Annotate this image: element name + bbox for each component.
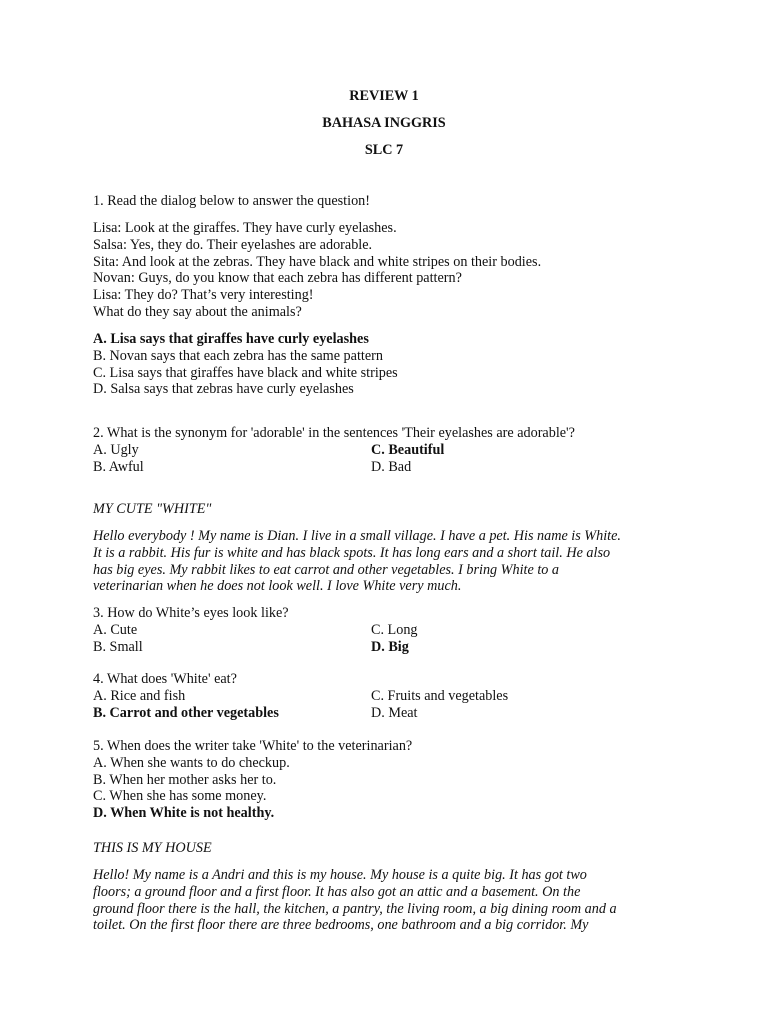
option-b-correct: B. Carrot and other vegetables — [93, 704, 279, 721]
dialog-line: Salsa: Yes, they do. Their eyelashes are adorable. — [93, 236, 373, 253]
passage-title: MY CUTE "WHITE" — [93, 501, 212, 517]
option-d-correct: D. Big — [371, 638, 409, 655]
option-c-correct: C. Beautiful — [371, 441, 445, 458]
question-5-prompt: 5. When does the writer take 'White' to the veterinarian? — [93, 738, 413, 754]
question-2 — [93, 425, 683, 475]
question-1-prompt: 1. Read the dialog below to answer the question! — [93, 193, 370, 209]
dialog-line: Lisa: Look at the giraffes. They have curly eyelashes. — [93, 220, 397, 236]
option-b: B. Small — [93, 638, 143, 655]
question-1 — [93, 193, 683, 210]
document-class: SLC 7 — [364, 142, 404, 158]
dialog-line: Novan: Guys, do you know that each zebra has different pattern? — [93, 270, 462, 287]
question-2-options-row-2 — [93, 459, 683, 476]
dialog-line: Sita: And look at the zebras. They have black and white stripes on their bodies. — [93, 253, 542, 270]
question-3 — [93, 605, 683, 655]
passage-line: Hello! My name is a Andri and this is my house. My house is a quite big. It has got two — [93, 867, 587, 883]
passage-2-body — [93, 867, 683, 934]
passage-line: toilet. On the first floor there are three bedrooms, one bathroom and a big corridor. My — [93, 917, 589, 934]
passage-line: has big eyes. My rabbit likes to eat carrot and other vegetables. I bring White to a — [93, 561, 559, 578]
passage-line: floors; a ground floor and a first floor. It has also got an attic and a basement. On the — [93, 883, 581, 900]
question-4-options-row-2 — [93, 705, 683, 722]
option-b: B. Awful — [93, 458, 144, 475]
passage-1-title — [93, 501, 683, 518]
passage-line: Hello everybody ! My name is Dian. I live in a small village. I have a pet. His name is White. — [93, 528, 621, 544]
option-d-correct: D. When White is not healthy. — [93, 805, 275, 822]
question-2-prompt: 2. What is the synonym for 'adorable' in the sentences 'Their eyelashes are adorable'? — [93, 425, 575, 441]
option-a-correct: A. Lisa says that giraffes have curly eyelashes — [93, 331, 369, 347]
question-4-prompt: 4. What does 'White' eat? — [93, 671, 237, 687]
question-3-prompt: 3. How do White’s eyes look like? — [93, 605, 289, 621]
document-title: REVIEW 1 — [349, 88, 419, 104]
passage-title: THIS IS MY HOUSE — [93, 840, 212, 856]
option-a: A. Ugly — [93, 441, 139, 458]
option-b: B. When her mother asks her to. — [93, 771, 277, 788]
question-4 — [93, 671, 683, 721]
option-b: B. Novan says that each zebra has the same pattern — [93, 347, 383, 364]
document-subject: BAHASA INGGRIS — [322, 115, 446, 131]
question-1-dialog — [93, 220, 683, 321]
question-2-options-row-1 — [93, 442, 683, 459]
passage-1-body — [93, 528, 683, 595]
dialog-question: What do they say about the animals? — [93, 303, 302, 320]
dialog-line: Lisa: They do? That’s very interesting! — [93, 287, 314, 304]
question-3-options-row-2 — [93, 639, 683, 656]
question-5 — [93, 738, 683, 822]
option-c: C. Long — [371, 621, 418, 638]
question-4-options-row-1 — [93, 688, 683, 705]
option-a: A. Cute — [93, 621, 138, 638]
question-3-options-row-1 — [93, 622, 683, 639]
passage-line: veterinarian when he does not look well. I love White very much. — [93, 578, 462, 595]
option-a: A. When she wants to do checkup. — [93, 754, 290, 771]
passage-line: It is a rabbit. His fur is white and has black spots. It has long ears and a short tail. He also — [93, 544, 611, 561]
option-d: D. Bad — [371, 458, 412, 475]
option-a: A. Rice and fish — [93, 687, 186, 704]
option-d: D. Meat — [371, 704, 418, 721]
option-d: D. Salsa says that zebras have curly eyelashes — [93, 381, 354, 398]
passage-line: ground floor there is the hall, the kitchen, a pantry, the living room, a big dining room and a — [93, 900, 617, 917]
option-c: C. When she has some money. — [93, 788, 267, 805]
option-c: C. Fruits and vegetables — [371, 687, 509, 704]
passage-2-title — [93, 840, 683, 857]
option-c: C. Lisa says that giraffes have black and white stripes — [93, 364, 398, 381]
question-1-options — [93, 331, 683, 398]
